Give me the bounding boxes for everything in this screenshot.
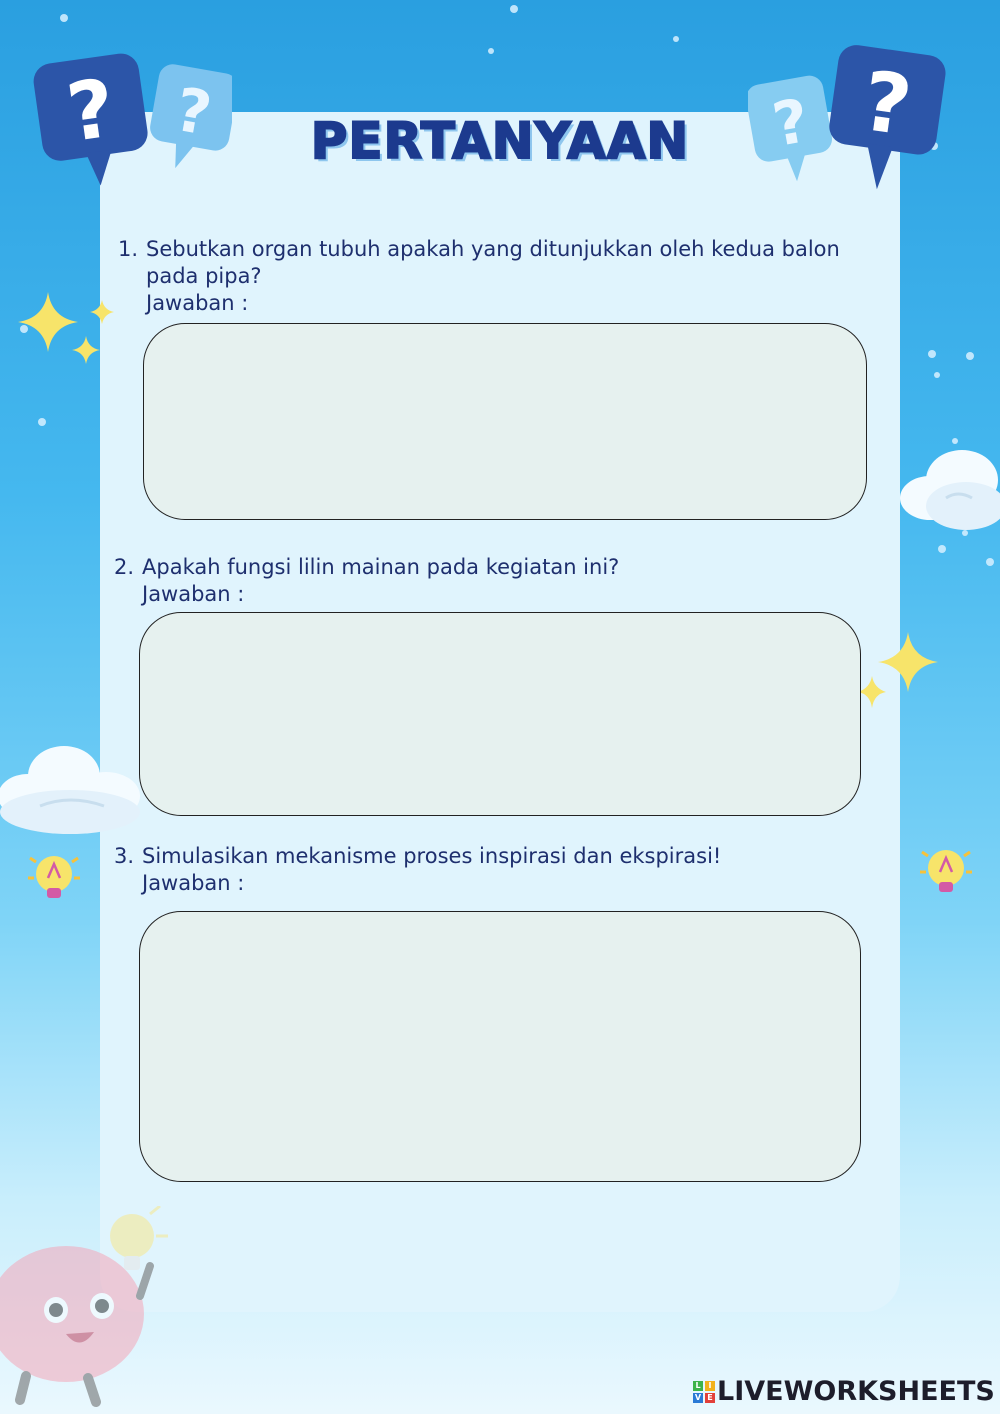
sky-dot <box>60 14 68 22</box>
question-number: 1. <box>118 237 139 261</box>
question-text: Simulasikan mekanisme proses inspirasi dan ekspirasi! <box>142 844 722 868</box>
svg-text:?: ? <box>856 53 917 155</box>
sky-dot <box>966 352 974 360</box>
svg-text:?: ? <box>61 61 121 160</box>
question-number: 3. <box>114 844 135 868</box>
sky-dot <box>928 350 936 358</box>
lightbulb-icon <box>26 848 82 904</box>
question-number: 2. <box>114 555 135 579</box>
sparkle-icon <box>18 292 118 372</box>
question-2 <box>114 554 884 608</box>
sky-dot <box>510 5 518 13</box>
lightbulb-icon <box>918 842 974 898</box>
answer-label: Jawaban : <box>142 871 245 895</box>
answer-box-2[interactable] <box>139 612 861 816</box>
cloud-icon <box>896 440 1000 536</box>
svg-text:?: ? <box>767 85 815 161</box>
question-1 <box>118 236 888 317</box>
question-text: Apakah fungsi lilin mainan pada kegiatan ini? <box>142 555 620 579</box>
page-title: PERTANYAAN <box>310 112 690 170</box>
sky-dot <box>986 558 994 566</box>
sky-dot <box>673 36 679 42</box>
question-text-continued: pada pipa? <box>146 264 262 288</box>
sky-dot <box>488 48 494 54</box>
sparkle-icon <box>856 632 946 714</box>
answer-label: Jawaban : <box>142 582 245 606</box>
sky-dot <box>934 372 940 378</box>
question-3 <box>114 843 884 897</box>
liveworksheets-logo <box>693 1376 995 1407</box>
brain-mascot-icon <box>0 1206 180 1414</box>
question-text: Sebutkan organ tubuh apakah yang ditunjukkan oleh kedua balon <box>146 237 840 261</box>
sky-dot <box>938 545 946 553</box>
cloud-icon <box>0 742 150 842</box>
sky-dot <box>38 418 46 426</box>
logo-text: LIVEWORKSHEETS <box>717 1376 995 1407</box>
svg-text:?: ? <box>169 74 217 150</box>
answer-box-3[interactable] <box>139 911 861 1182</box>
answer-box-1[interactable] <box>143 323 867 520</box>
answer-label: Jawaban : <box>146 291 249 315</box>
logo-mark-icon: L I V E <box>693 1381 715 1403</box>
